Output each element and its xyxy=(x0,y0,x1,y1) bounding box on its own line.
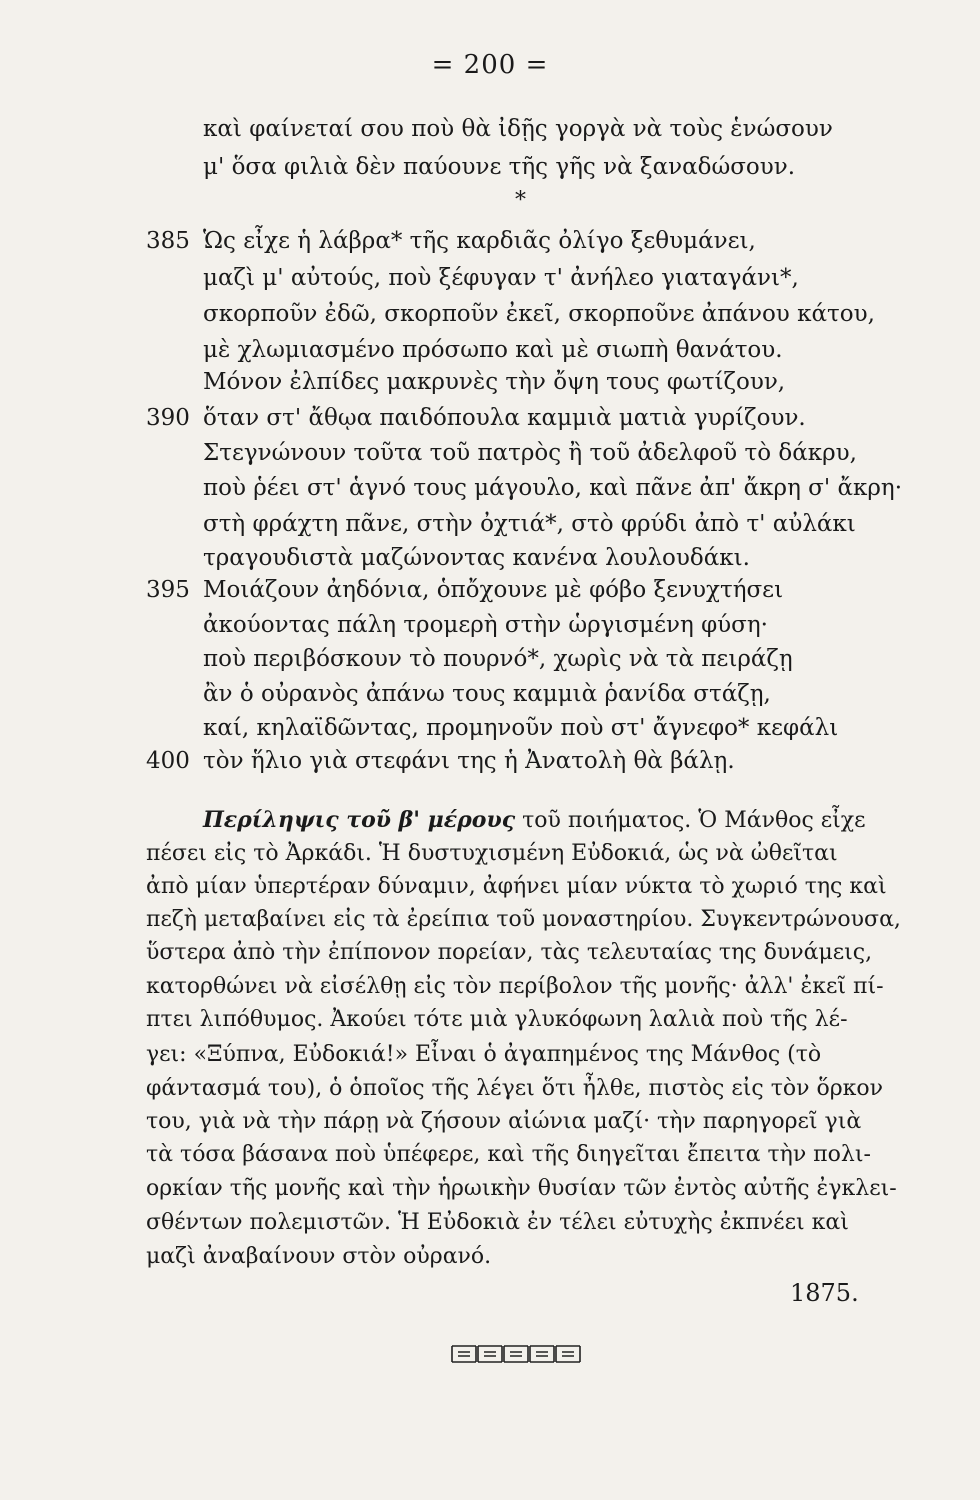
summary-line: κατορθώνει νὰ εἰσέλθῃ εἰς τὸν περίβολον τῆς μονῆς· ἀλλ' ἐκεῖ πί- xyxy=(146,974,884,999)
summary-line: ορκίαν τῆς μονῆς καὶ τὴν ἡρωικὴν θυσίαν τῶν ἐντὸς αὐτῆς ἐγκλει- xyxy=(146,1176,897,1201)
line-number-385: 385 xyxy=(146,228,190,254)
summary-title: Περίληψις τοῦ β' μέρους xyxy=(203,807,516,833)
verse-line: μαζὶ μ' αὐτούς, ποὺ ξέφυγαν τ' ἀνήλεο γιαταγάνι*, xyxy=(203,265,799,291)
asterism: * xyxy=(515,188,526,213)
summary-line: πεζὴ μεταβαίνει εἰς τὰ ἐρείπια τοῦ μοναστηρίου. Συγκεντρώνουσα, xyxy=(146,907,901,932)
verse-line: σκορποῦν ἐδῶ, σκορποῦν ἐκεῖ, σκορποῦνε ἀπάνου κάτου, xyxy=(203,301,875,327)
summary-text: τοῦ ποιήματος. Ὁ Μάνθος εἶχε xyxy=(522,808,866,833)
verse-line: στὴ φράχτη πᾶνε, στὴν ὀχτιά*, στὸ φρύδι ἀπὸ τ' αὐλάκι xyxy=(203,511,856,537)
summary-line: μαζὶ ἀναβαίνουν στὸν οὐρανό. xyxy=(146,1244,492,1269)
verse-line: καί, κηλαϊδῶντας, προμηνοῦν ποὺ στ' ἄγνεφο* κεφάλι xyxy=(203,715,839,741)
page-number: = 200 = xyxy=(431,50,549,80)
summary-line: ἀπὸ μίαν ὑπερτέραν δύναμιν, ἀφήνει μίαν νύκτα τὸ χωριό της καὶ xyxy=(146,874,887,899)
verse-line: μὲ χλωμιασμένο πρόσωπο καὶ μὲ σιωπὴ θανάτου. xyxy=(203,337,783,363)
summary-line: του, γιὰ νὰ τὴν πάρῃ νὰ ζήσουν αἰώνια μαζί· τὴν παρηγορεῖ γιὰ xyxy=(146,1109,862,1134)
verse-line: μ' ὅσα φιλιὰ δὲν παύουνε τῆς γῆς νὰ ξαναδώσουν. xyxy=(203,154,796,180)
year: 1875. xyxy=(790,1279,859,1307)
verse-line: Στεγνώνουν τοῦτα τοῦ πατρὸς ἢ τοῦ ἀδελφοῦ τὸ δάκρυ, xyxy=(203,440,857,466)
verse-line: ὅταν στ' ἄθῳα παιδόπουλα καμμιὰ ματιὰ γυρίζουν. xyxy=(203,405,806,431)
summary-line: ὕστερα ἀπὸ τὴν ἐπίπονον πορείαν, τὰς τελευταίας της δυνάμεις, xyxy=(146,940,873,965)
verse-line: τραγουδιστὰ μαζώνοντας κανένα λουλουδάκι. xyxy=(203,545,750,571)
line-number-395: 395 xyxy=(146,577,190,603)
verse-line: καὶ φαίνεταί σου ποὺ θὰ ἰδῇς γοργὰ νὰ τοὺς ἑνώσουν xyxy=(203,116,833,142)
end-ornament-icon xyxy=(450,1342,582,1366)
verse-line: ποὺ περιβόσκουν τὸ πουρνό*, χωρὶς νὰ τὰ πειράζῃ xyxy=(203,646,793,672)
verse-line: Ὡς εἶχε ἡ λάβρα* τῆς καρδιᾶς ὀλίγο ξεθυμάνει, xyxy=(203,228,756,254)
summary-first-line xyxy=(203,807,866,833)
verse-line: τὸν ἥλιο γιὰ στεφάνι της ἡ Ἀνατολὴ θὰ βάλῃ. xyxy=(203,748,735,774)
summary-line: γει: «Ξύπνα, Εὐδοκιά!» Εἶναι ὁ ἀγαπημένος της Μάνθος (τὸ xyxy=(146,1042,822,1067)
line-number-390: 390 xyxy=(146,405,190,431)
summary-line: φάντασμά του), ὁ ὁποῖος τῆς λέγει ὅτι ἦλθε, πιστὸς εἰς τὸν ὅρκον xyxy=(146,1076,884,1101)
verse-line: ποὺ ῥέει στ' ἁγνό τους μάγουλο, καὶ πᾶνε ἀπ' ἄκρη σ' ἄκρη· xyxy=(203,475,903,501)
summary-line: σθέντων πολεμιστῶν. Ἡ Εὐδοκιὰ ἐν τέλει εὐτυχὴς ἐκπνέει καὶ xyxy=(146,1210,849,1235)
summary-line: τὰ τόσα βάσανα ποὺ ὑπέφερε, καὶ τῆς διηγεῖται ἔπειτα τὴν πολι- xyxy=(146,1142,871,1167)
summary-line: πέσει εἰς τὸ Ἀρκάδι. Ἡ δυστυχισμένη Εὐδοκιά, ὡς νὰ ὠθεῖται xyxy=(146,841,838,866)
verse-line: Μόνον ἐλπίδες μακρυνὲς τὴν ὄψη τους φωτίζουν, xyxy=(203,369,786,395)
verse-line: ἂν ὁ οὐρανὸς ἀπάνω τους καμμιὰ ῥανίδα στάζῃ, xyxy=(203,681,771,707)
summary-line: πτει λιπόθυμος. Ἀκούει τότε μιὰ γλυκόφωνη λαλιὰ ποὺ τῆς λέ- xyxy=(146,1007,848,1032)
verse-line: Μοιάζουν ἀηδόνια, ὁπὄχουνε μὲ φόβο ξενυχτήσει xyxy=(203,577,784,603)
line-number-400: 400 xyxy=(146,748,190,774)
verse-line: ἀκούοντας πάλη τρομερὴ στὴν ὡργισμένη φύση· xyxy=(203,612,768,638)
